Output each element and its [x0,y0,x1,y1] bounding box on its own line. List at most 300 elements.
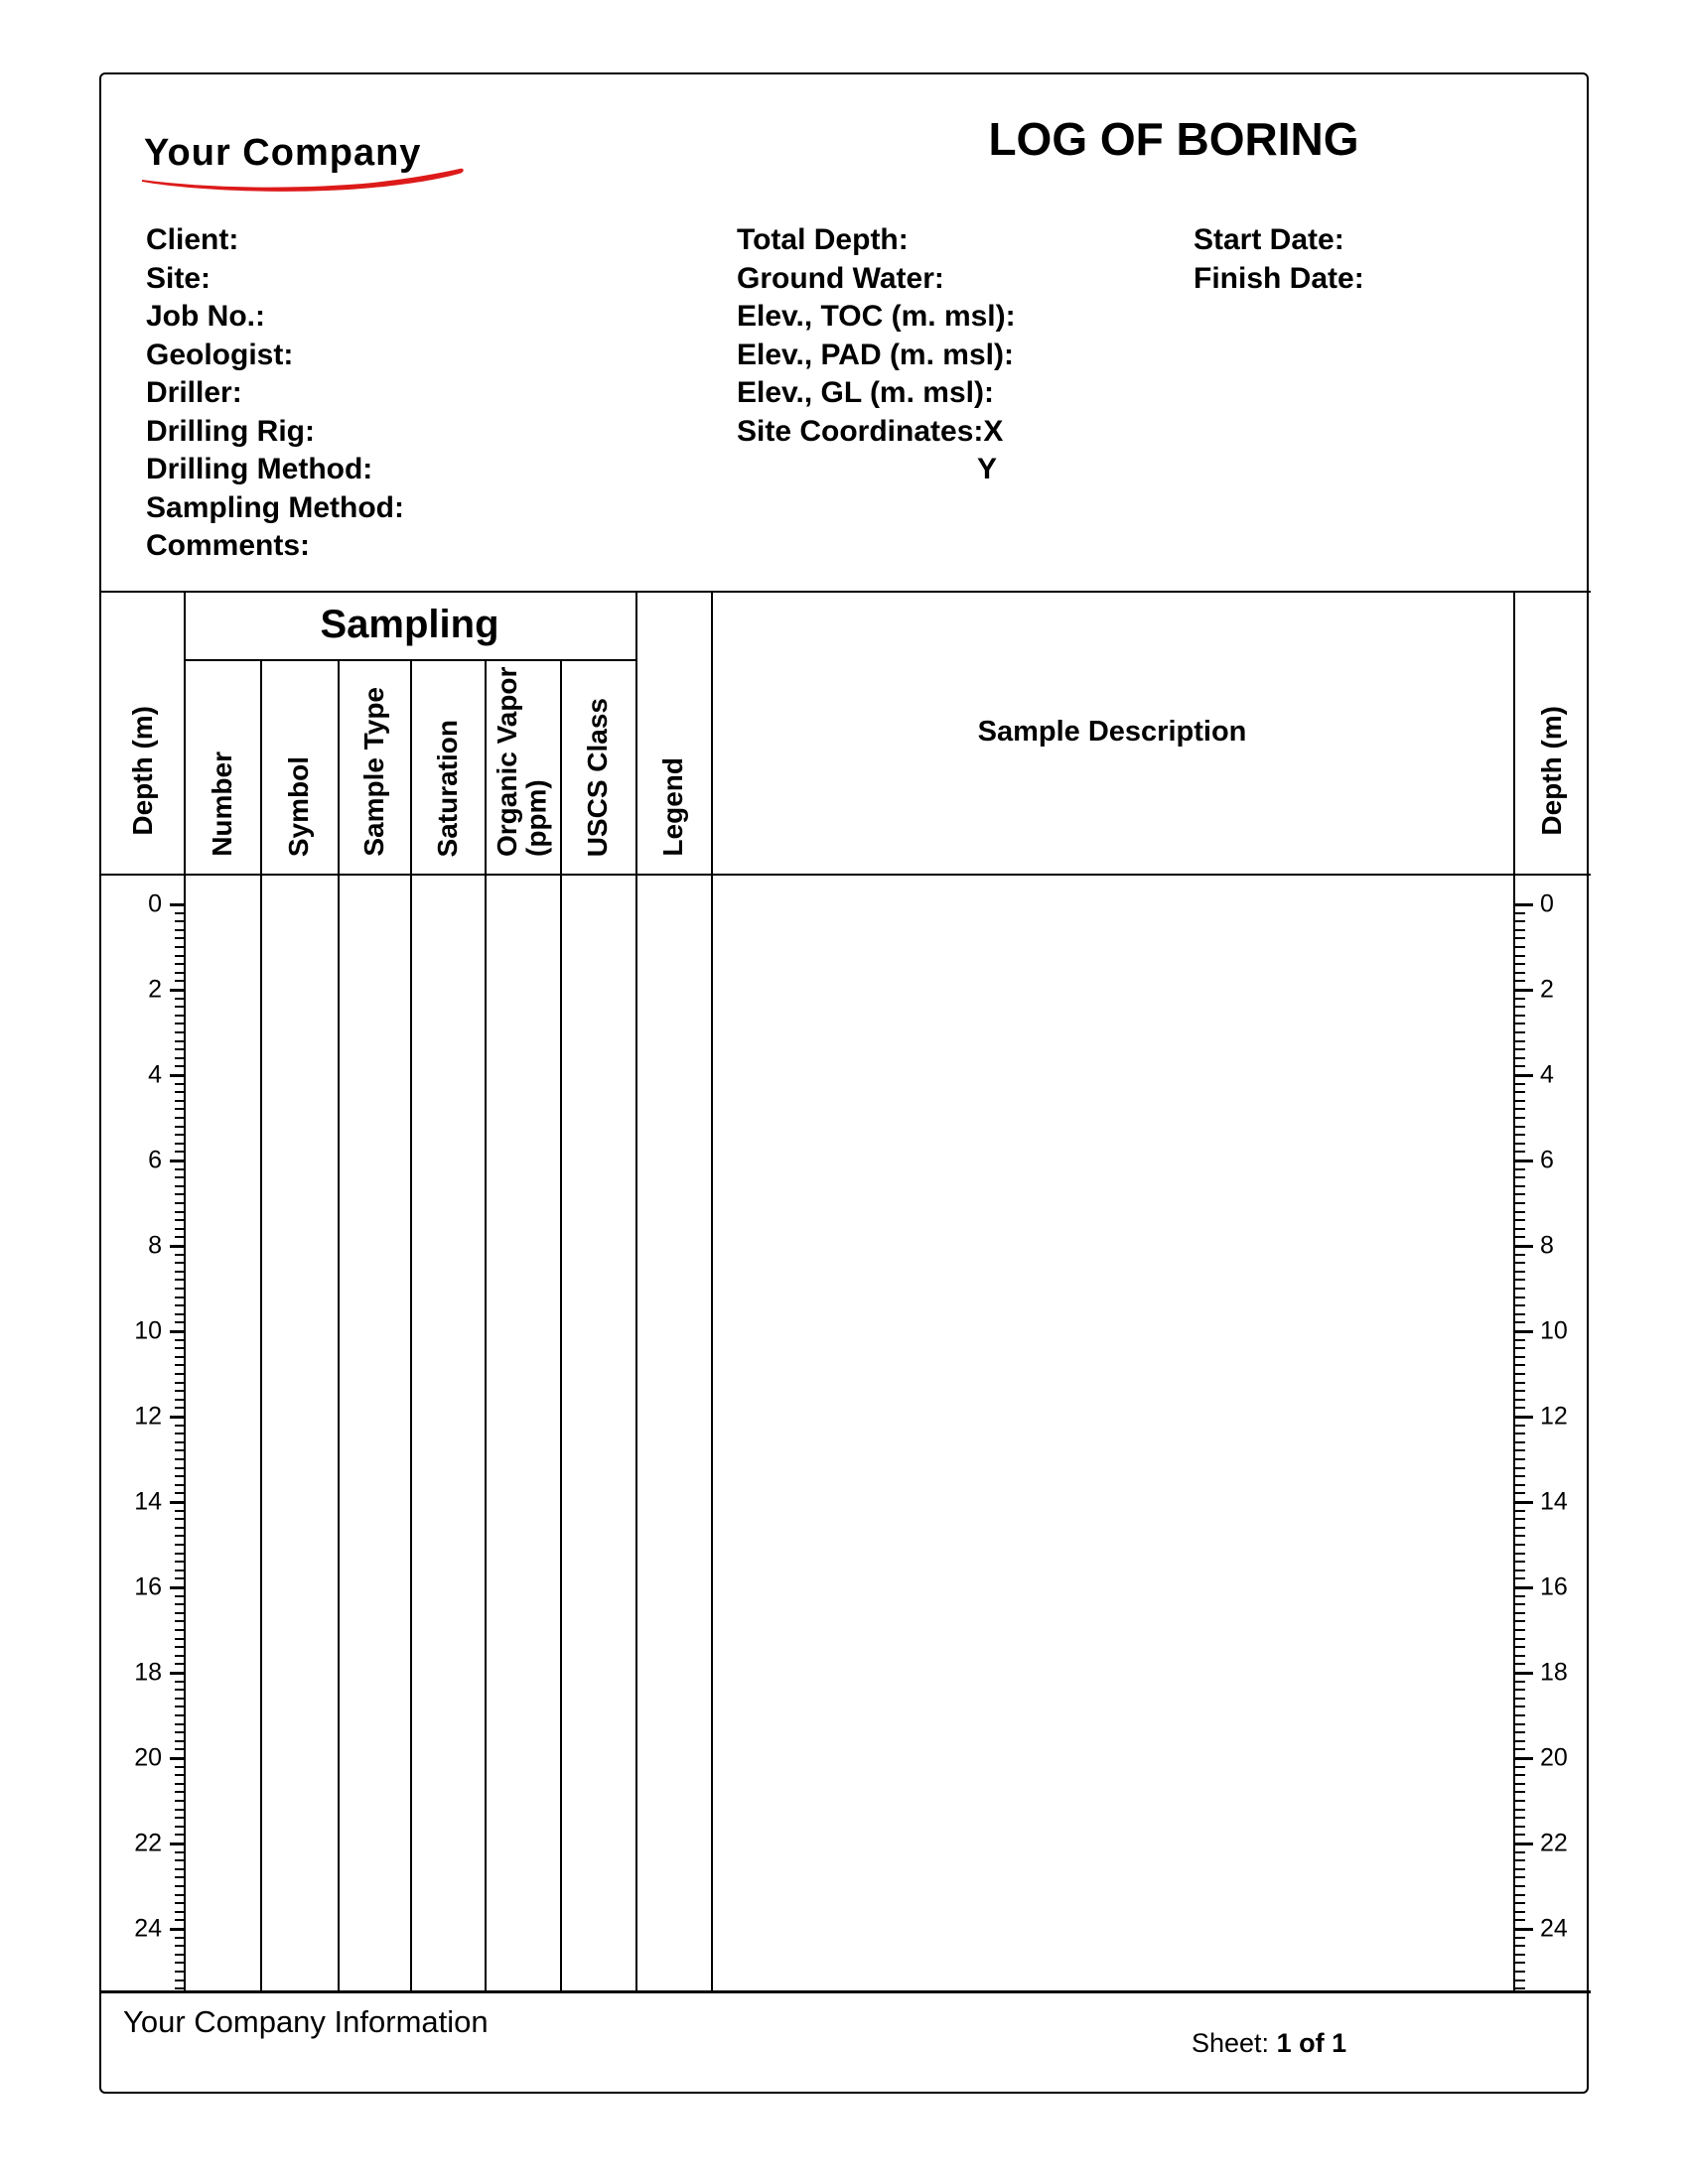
ruler-tick [175,1151,184,1153]
ruler-label: 2 [1540,975,1554,1004]
ruler-tick [1513,972,1525,974]
ruler-tick [1513,1313,1525,1315]
ruler-label: 4 [148,1060,162,1089]
ruler-tick [1513,1219,1525,1221]
ruler-tick [175,1219,184,1221]
depth-left-header [101,591,184,874]
ruler-tick [175,1065,184,1067]
ruler-label: 16 [1540,1572,1568,1601]
ruler-tick [175,1740,184,1742]
ruler-tick [1513,1885,1525,1887]
ruler-tick [1513,937,1525,939]
column-border [260,659,262,1990]
ruler-label: 12 [1540,1402,1568,1431]
ruler-label: 10 [1540,1316,1568,1345]
ruler-tick [170,903,184,906]
ruler-tick [175,1681,184,1683]
ruler-tick [175,1425,184,1427]
ruler-tick [1513,1809,1525,1811]
ruler-tick [175,1577,184,1579]
ruler-tick [175,1774,184,1776]
ruler-label: 14 [1540,1487,1568,1516]
ruler-tick [175,1868,184,1870]
ruler-tick [1513,903,1533,906]
ruler-label: 16 [134,1572,162,1601]
ruler-label: 20 [1540,1743,1568,1772]
ruler-tick [175,1714,184,1716]
ruler-tick [1513,1800,1525,1802]
ruler-tick [1513,1714,1525,1716]
column-header-label: USCS Class [582,697,614,857]
ruler-tick [175,1766,184,1768]
ruler-tick [1513,1108,1525,1110]
ruler-label: 12 [134,1402,162,1431]
legend-header [635,591,711,874]
footer-sheet [1192,2028,1346,2059]
ruler-tick [1513,1570,1525,1571]
ruler-tick [175,1638,184,1640]
column-header-uscs-class [560,659,635,874]
depth-right-header-label: Depth (m) [1536,706,1568,836]
ruler-tick [1513,1774,1525,1776]
ruler-tick [175,1407,184,1409]
ruler-tick [175,1689,184,1691]
ruler-tick [175,1143,184,1145]
ruler-tick [175,1723,184,1725]
ruler-tick [175,1748,184,1750]
ruler-tick [1513,1091,1525,1093]
sheet-value: 1 of 1 [1276,2028,1347,2058]
ruler-tick [1513,1826,1525,1828]
ruler-tick [1513,1971,1525,1973]
ruler-tick [175,1876,184,1878]
ruler-tick [1513,1638,1525,1640]
ruler-tick [1513,1945,1525,1947]
depth-left-header-label: Depth (m) [126,706,158,836]
column-border [410,659,412,1990]
ruler-tick [1513,1902,1525,1904]
ruler-tick [1513,920,1525,922]
ruler-tick [175,912,184,914]
column-header-label: Organic Vapor (ppm) [492,666,552,857]
ruler-tick [175,1706,184,1707]
ruler-tick [175,1168,184,1170]
ruler-tick [1513,1347,1525,1349]
ruler-tick [175,1919,184,1921]
legend-header-label: Legend [657,757,689,857]
ruler-label: 22 [134,1829,162,1857]
ruler-tick [1513,1663,1525,1665]
column-header-label: Saturation [431,719,463,857]
ruler-tick [175,1364,184,1366]
ruler-tick [175,929,184,931]
ruler-label: 6 [148,1146,162,1174]
ruler-tick [1513,1553,1525,1555]
ruler-tick [175,1091,184,1093]
ruler-tick [1513,1851,1525,1853]
ruler-tick [1513,1612,1525,1614]
ruler-tick [175,1458,184,1460]
ruler-tick [1513,1185,1525,1187]
ruler-tick [170,1245,184,1248]
ruler-tick [175,1646,184,1648]
ruler-tick [175,1399,184,1401]
ruler-tick [175,1595,184,1597]
info-field-label: Drilling Method: [146,453,373,485]
ruler-tick [175,1518,184,1520]
ruler-tick [1513,1015,1525,1017]
ruler-tick [175,1911,184,1913]
ruler-tick [1513,1176,1525,1178]
column-header-sample-type [338,659,410,874]
ruler-label: 8 [1540,1231,1554,1260]
ruler-tick [175,1663,184,1665]
ruler-tick [175,1117,184,1119]
ruler-tick [1513,1416,1533,1419]
info-middle-column [737,221,1016,485]
ruler-tick [1513,1160,1533,1162]
ruler-tick [175,1185,184,1187]
ruler-tick [1513,1894,1525,1896]
ruler-tick [1513,1954,1525,1956]
ruler-tick [1513,1254,1525,1256]
info-field-label: Sampling Method: [146,490,404,524]
ruler-label: 20 [134,1743,162,1772]
ruler-label: 14 [134,1487,162,1516]
ruler-tick [175,1612,184,1614]
info-field-label: Elev., GL (m. msl): [737,376,994,409]
sheet-border [99,72,1589,2094]
ruler-tick [1513,1321,1525,1323]
ruler-tick [1513,1834,1525,1836]
ruler-tick [175,1057,184,1059]
ruler-tick [175,1373,184,1375]
ruler-tick [175,1945,184,1947]
column-header-label: Symbol [283,755,315,857]
ruler-tick [175,1962,184,1964]
ruler-tick [1513,1211,1525,1213]
ruler-tick [175,1885,184,1887]
ruler-tick [1513,1449,1525,1451]
ruler-tick [175,1015,184,1017]
ruler-tick [1513,1876,1525,1878]
ruler-label: 2 [148,975,162,1004]
ruler-tick [175,1040,184,1042]
ruler-tick [175,1228,184,1230]
ruler-tick [175,1441,184,1443]
ruler-tick [175,1475,184,1477]
ruler-tick [1513,1603,1525,1605]
ruler-label: 24 [134,1914,162,1943]
column-border [485,659,487,1990]
ruler-tick [170,1586,184,1589]
ruler-tick [1513,955,1525,957]
info-field-label: Geologist: [146,338,294,371]
column-header-organic-vapor-ppm- [485,659,560,874]
ruler-tick [1513,1425,1525,1427]
ruler-tick [175,1553,184,1555]
ruler-tick [175,1979,184,1981]
ruler-tick [175,1603,184,1605]
ruler-tick [175,1356,184,1358]
ruler-tick [175,1467,184,1469]
column-border [711,591,713,1990]
sheet-label: Sheet: [1192,2028,1270,2058]
info-left-column [146,221,404,566]
info-right-column [1194,221,1364,298]
ruler-tick [175,1859,184,1861]
info-field-label: Driller: [146,376,242,409]
ruler-label: 4 [1540,1060,1554,1089]
ruler-tick [175,1048,184,1050]
ruler-tick [1513,1399,1525,1401]
ruler-tick [170,1074,184,1077]
info-field-label: Ground Water: [737,261,944,295]
column-border [184,591,186,1990]
ruler-tick [175,1902,184,1904]
ruler-tick [175,1561,184,1563]
ruler-tick [170,989,184,992]
ruler-tick [1513,1245,1533,1248]
info-field-label: Site: [146,261,211,295]
ruler-tick [175,1731,184,1733]
ruler-tick [1513,1143,1525,1145]
ruler-tick [175,1262,184,1264]
ruler-tick [1513,1040,1525,1042]
ruler-tick [175,1817,184,1819]
ruler-tick [1513,1740,1525,1742]
ruler-tick [175,1126,184,1128]
depth-ruler-right [1513,874,1591,1990]
column-border [635,591,637,1990]
ruler-label: 24 [1540,1914,1568,1943]
ruler-tick [175,946,184,948]
column-header-label: Sample Type [357,687,389,857]
info-field-label: Start Date: [1194,223,1344,256]
ruler-tick [1513,1527,1525,1529]
site-coordinate-y-label: Y [977,453,998,485]
ruler-tick [1513,963,1525,965]
ruler-tick [1513,1262,1525,1264]
ruler-tick [1513,1629,1525,1631]
ruler-tick [1513,1492,1525,1494]
info-field-label: Comments: [146,529,311,562]
ruler-tick [175,998,184,1000]
ruler-tick [1513,1330,1533,1333]
ruler-tick [175,1339,184,1341]
ruler-tick [1513,1193,1525,1195]
logo-swoosh-path [142,169,464,192]
ruler-tick [1513,1698,1525,1700]
ruler-tick [1513,1390,1525,1392]
ruler-tick [175,1347,184,1349]
column-border [560,659,562,1990]
ruler-tick [1513,1467,1525,1469]
ruler-tick [1513,1561,1525,1563]
ruler-tick [175,1083,184,1085]
ruler-tick [1513,1023,1525,1024]
ruler-tick [1513,1228,1525,1230]
ruler-tick [1513,1271,1525,1273]
ruler-tick [175,1202,184,1204]
ruler-tick [1513,1382,1525,1384]
ruler-tick [175,1484,184,1486]
ruler-tick [1513,1748,1525,1750]
ruler-tick [1513,1646,1525,1648]
ruler-tick [1513,1441,1525,1443]
ruler-tick [1513,1962,1525,1964]
ruler-tick [175,1954,184,1956]
ruler-tick [1513,1407,1525,1409]
ruler-tick [1513,1655,1525,1657]
ruler-tick [175,1809,184,1811]
ruler-tick [175,1620,184,1622]
ruler-tick [170,1843,184,1845]
ruler-tick [1513,912,1525,914]
ruler-label: 10 [134,1316,162,1345]
ruler-tick [175,1031,184,1033]
ruler-tick [175,1254,184,1256]
ruler-tick [170,1501,184,1504]
column-border [338,659,340,1990]
ruler-tick [175,1134,184,1136]
ruler-tick [170,1928,184,1931]
ruler-tick [175,1449,184,1451]
ruler-tick [1513,1937,1525,1939]
ruler-tick [175,1800,184,1802]
ruler-tick [175,1006,184,1008]
ruler-tick [1513,1356,1525,1358]
form-title: LOG OF BORING [988,113,1359,165]
ruler-tick [1513,1433,1525,1434]
ruler-tick [1513,1100,1525,1102]
ruler-tick [175,1783,184,1785]
ruler-tick [1513,1987,1525,1989]
ruler-tick [175,955,184,957]
ruler-tick [1513,1304,1525,1306]
ruler-tick [175,1510,184,1512]
info-field-label: Site Coordinates:X [737,414,1004,448]
ruler-tick [1513,1065,1525,1067]
info-field-label: Elev., PAD (m. msl): [737,338,1014,371]
ruler-tick [175,920,184,922]
ruler-tick [1513,1279,1525,1281]
ruler-tick [175,963,184,965]
ruler-tick [170,1160,184,1162]
column-header-number [184,659,260,874]
column-header-saturation [410,659,485,874]
ruler-tick [1513,1126,1525,1128]
ruler-tick [175,1211,184,1213]
ruler-tick [1513,1586,1533,1589]
ruler-tick [1513,1928,1533,1931]
ruler-tick [175,1271,184,1273]
ruler-tick [1513,1364,1525,1366]
ruler-label: 8 [148,1231,162,1260]
ruler-label: 0 [1540,889,1554,918]
ruler-tick [1513,989,1533,992]
ruler-tick [1513,1057,1525,1059]
ruler-tick [1513,1723,1525,1725]
ruler-tick [175,1236,184,1238]
ruler-tick [175,1492,184,1494]
ruler-tick [1513,1518,1525,1520]
ruler-tick [1513,1544,1525,1546]
ruler-tick [175,1791,184,1793]
ruler-tick [175,980,184,982]
table-header-bottom-border [101,874,1591,876]
ruler-tick [1513,1672,1533,1675]
ruler-tick [175,1544,184,1546]
ruler-label: 6 [1540,1146,1554,1174]
column-header-symbol [260,659,338,874]
sampling-group-header [184,591,635,659]
ruler-tick [175,1894,184,1896]
ruler-tick [1513,1681,1525,1683]
ruler-tick [175,1527,184,1529]
ruler-tick [1513,1501,1533,1504]
ruler-tick [170,1757,184,1760]
ruler-tick [1513,1288,1525,1290]
ruler-tick [1513,946,1525,948]
ruler-tick [175,1851,184,1853]
ruler-label: 18 [134,1658,162,1687]
depth-ruler-left [101,874,184,1990]
ruler-tick [1513,1868,1525,1870]
info-field-label: Drilling Rig: [146,414,315,448]
ruler-tick [175,1100,184,1102]
ruler-tick [170,1672,184,1675]
info-field-label: Finish Date: [1194,261,1364,295]
ruler-tick [1513,1074,1533,1077]
info-field-label: Elev., TOC (m. msl): [737,300,1016,333]
ruler-tick [175,972,184,974]
ruler-tick [170,1330,184,1333]
ruler-tick [175,1288,184,1290]
ruler-tick [175,1193,184,1195]
ruler-tick [1513,1783,1525,1785]
ruler-tick [175,1176,184,1178]
info-field-label: Total Depth: [737,223,909,256]
column-header-label: Number [206,751,237,857]
ruler-tick [175,1321,184,1323]
ruler-tick [1513,929,1525,931]
ruler-tick [170,1416,184,1419]
depth-right-header [1513,591,1591,874]
sample-description-header [711,591,1513,874]
ruler-tick [175,1279,184,1281]
ruler-tick [1513,1006,1525,1008]
ruler-tick [1513,1535,1525,1537]
ruler-tick [1513,1031,1525,1033]
ruler-tick [175,1698,184,1700]
ruler-tick [175,1937,184,1939]
ruler-tick [1513,1911,1525,1913]
ruler-tick [1513,1083,1525,1085]
ruler-tick [175,1834,184,1836]
ruler-tick [175,1655,184,1657]
ruler-tick [175,1108,184,1110]
ruler-tick [1513,1484,1525,1486]
ruler-tick [1513,1236,1525,1238]
ruler-tick [1513,1843,1533,1845]
ruler-tick [1513,1791,1525,1793]
ruler-tick [1513,1475,1525,1477]
ruler-tick [1513,1577,1525,1579]
ruler-tick [1513,1689,1525,1691]
ruler-tick [1513,1339,1525,1341]
company-logo: Your Company [144,132,422,174]
